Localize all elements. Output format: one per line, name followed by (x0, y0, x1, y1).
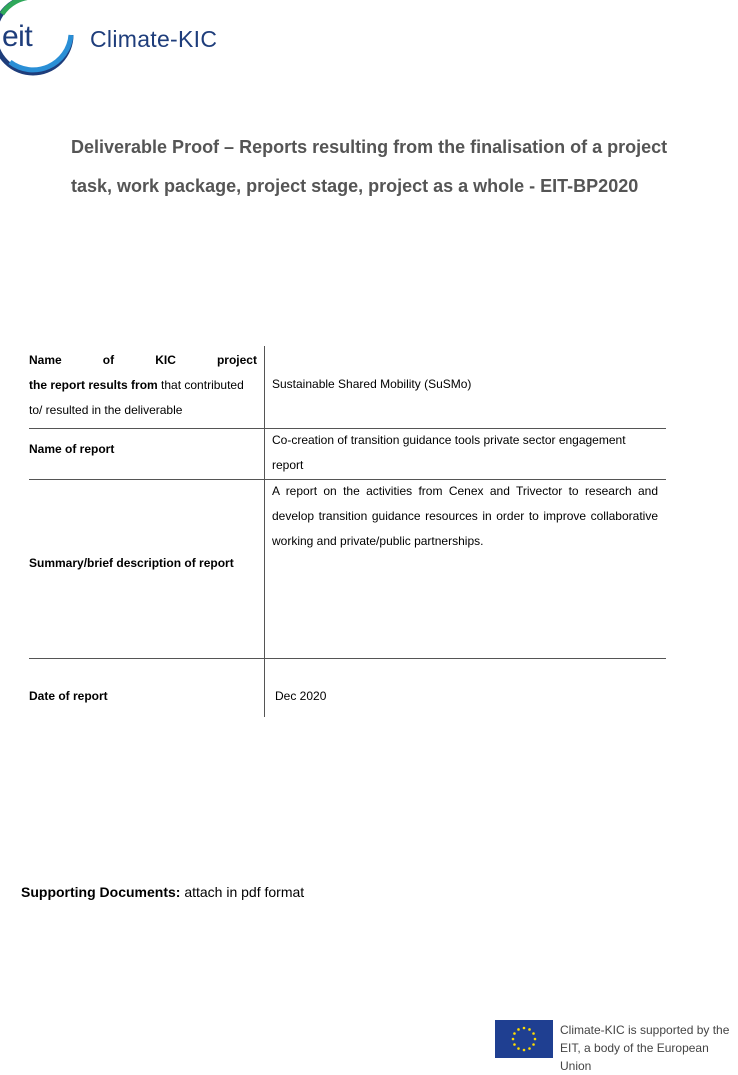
eu-star-icon (532, 1043, 535, 1046)
label-word: project (216, 353, 257, 367)
project-name-label-line2 (29, 373, 257, 398)
logo-name-text: Climate-KIC (90, 26, 218, 52)
report-name-label-text: Name of report (29, 442, 115, 456)
eu-star-icon (523, 1049, 526, 1052)
supporting-documents-label: Supporting Documents: (21, 884, 181, 900)
label-word: of (102, 353, 115, 367)
report-name-value: Co-creation of transition guidance tools private sector engagement report (272, 433, 626, 472)
eu-star-icon (517, 1047, 520, 1050)
date-label (29, 684, 257, 709)
logo-eit-text: eit (2, 20, 33, 53)
label-word: Name (29, 353, 62, 367)
project-name-label-line3: to/ resulted in the deliverable (29, 403, 183, 417)
summary-label-text: Summary/brief description of report (29, 556, 234, 570)
project-name-label-line1 (29, 348, 257, 373)
supporting-documents-text: attach in pdf format (180, 884, 305, 900)
table-row-summary (29, 479, 666, 659)
eu-flag-icon (495, 1020, 553, 1058)
summary-value: A report on the activities from Cenex and Trivector to research and develop transition guidance resources in order to improve collaborative working and private/public partnerships. (272, 484, 658, 548)
table-row-date (29, 658, 666, 717)
eu-support-line1: Climate-KIC is supported by the (560, 1023, 730, 1037)
eu-star-icon (513, 1032, 516, 1035)
eu-support-line2: EIT, a body of the European Union (560, 1041, 709, 1073)
label-word: KIC (155, 353, 176, 367)
project-name-value: Sustainable Shared Mobility (SuSMo) (272, 377, 472, 391)
eu-star-icon (528, 1028, 531, 1031)
table-row-project-name (29, 346, 666, 429)
eu-star-icon (512, 1038, 515, 1041)
date-label-text: Date of report (29, 689, 108, 703)
summary-label (29, 551, 257, 576)
eu-star-icon (523, 1027, 526, 1030)
eu-star-icon (534, 1038, 537, 1041)
label-normal-part: that contributed (157, 378, 244, 392)
table-row-report-name (29, 428, 666, 480)
eu-star-icon (532, 1032, 535, 1035)
date-value: Dec 2020 (275, 689, 327, 703)
eu-support-text (560, 1021, 738, 1075)
report-name-label (29, 437, 257, 462)
supporting-documents (21, 882, 304, 902)
climate-kic-logo (0, 0, 270, 82)
eu-star-icon (513, 1043, 516, 1046)
label-bold-part: the report results from (29, 378, 158, 392)
eu-star-icon (517, 1028, 520, 1031)
eu-support-badge (495, 1018, 738, 1073)
eu-star-icon (528, 1047, 531, 1050)
project-name-label (29, 348, 257, 423)
document-title: Deliverable Proof – Reports resulting from the finalisation of a project task, work package, project stage, project as a whole - EIT-BP2020 (71, 137, 668, 196)
